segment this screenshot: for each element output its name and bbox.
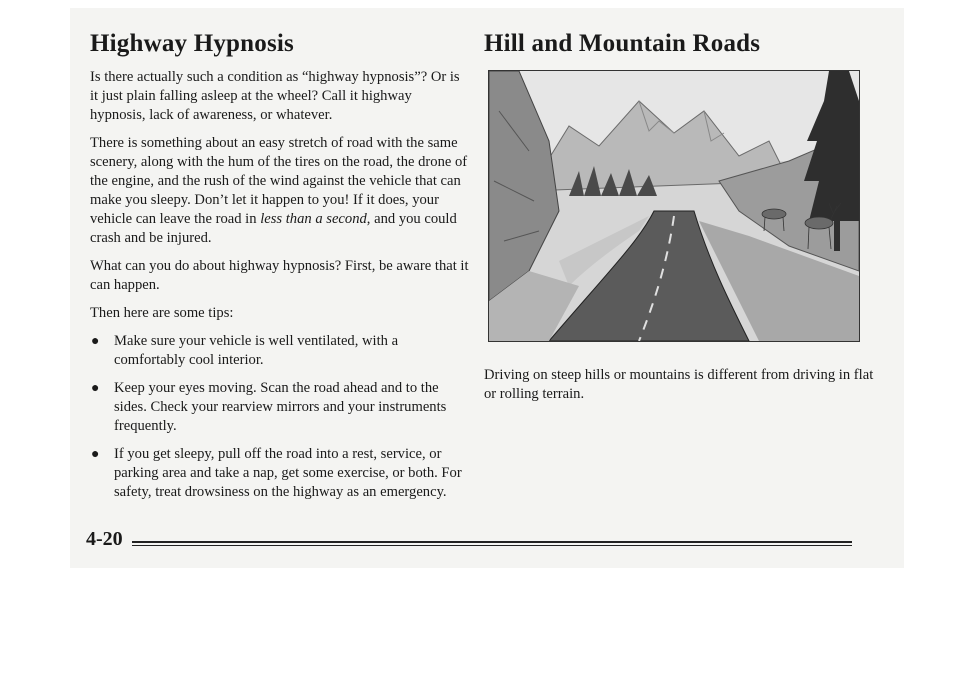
list-item-text: If you get sleepy, pull off the road into a rest, service, or parking area and take a nap, get some exercise, or both. For safety, treat drowsiness on the highway as an emergency. — [114, 446, 462, 500]
footer-rule — [132, 545, 852, 546]
bullet-icon: ● — [91, 381, 100, 396]
list-item — [90, 332, 470, 370]
paragraph: What can you do about highway hypnosis? First, be aware that it can happen. — [90, 258, 469, 293]
footer-rule — [132, 541, 852, 543]
bullet-icon: ● — [91, 334, 100, 349]
list-item — [90, 445, 470, 502]
paragraph: Then here are some tips: — [90, 305, 234, 321]
paragraph-text: There is something about an easy stretch of road with the same scenery, along with the hum of the tires on the road, the drone of the engine, and the rush of the wind against the vehicle that can make you sleepy. Don’t let it happen to you! If it does, your vehicle can leave the road in — [90, 135, 468, 227]
list-item-text: Keep your eyes moving. Scan the road ahead and to the sides. Check your rearview mirrors and your instruments frequently. — [114, 380, 447, 434]
list-item-text: Make sure your vehicle is well ventilated, with a comfortably cool interior. — [114, 333, 399, 368]
right-column — [484, 30, 884, 413]
page-footer — [86, 528, 856, 558]
mountain-road-illustration — [488, 70, 860, 342]
section-title-highway-hypnosis: Highway Hypnosis — [90, 30, 294, 57]
manual-page — [70, 8, 904, 568]
list-item — [90, 379, 470, 436]
paragraph-text: , and you could crash and be injured. — [90, 211, 457, 246]
tips-list — [90, 332, 470, 502]
bullet-icon: ● — [91, 447, 100, 462]
paragraph: Is there actually such a condition as “highway hypnosis”? Or is it just plain falling asleep at the wheel? Call it highway hypnosis, lack of awareness, or whatever. — [90, 69, 460, 123]
figure-caption: Driving on steep hills or mountains is different from driving in flat or rolling terrain. — [484, 367, 874, 402]
section-title-hill-mountain-roads: Hill and Mountain Roads — [484, 30, 761, 57]
mountain-road-drawing — [489, 71, 859, 341]
page-number: 4-20 — [86, 528, 123, 550]
left-column — [90, 30, 470, 511]
paragraph — [90, 134, 470, 248]
emphasis-text: less than a second — [260, 211, 367, 227]
